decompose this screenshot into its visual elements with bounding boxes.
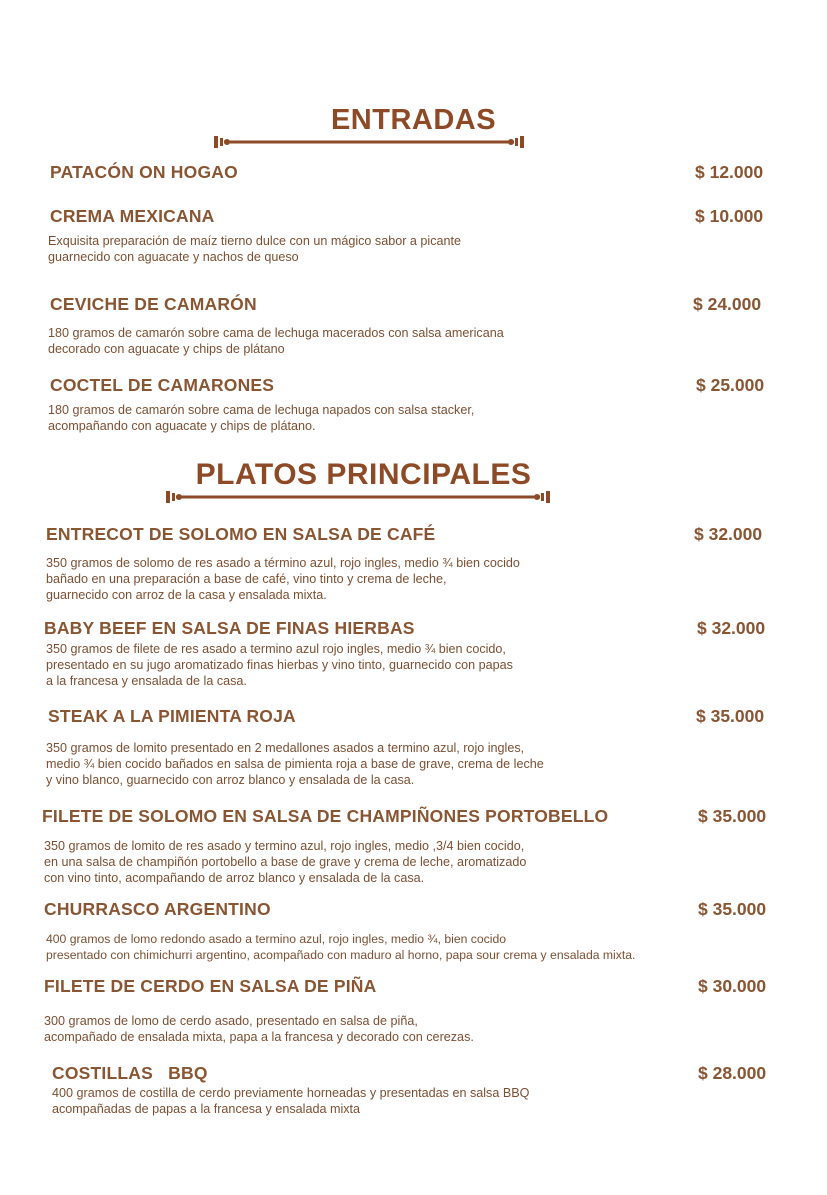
item-description: Exquisita preparación de maíz tierno dulce con un mágico sabor a picante guarnecido con aguacate y nachos de queso: [48, 234, 462, 264]
item-description: 180 gramos de camarón sobre cama de lechuga macerados con salsa americana decorado con aguacate y chips de plátano: [48, 326, 504, 356]
item-price: $ 35.000: [698, 806, 767, 826]
item-name: CEVICHE DE CAMARÓN: [50, 294, 257, 314]
item-name: COCTEL DE CAMARONES: [50, 375, 275, 395]
item-description: 400 gramos de costilla de cerdo previamente horneadas y presentadas en salsa BBQ acompañadas de papas a la francesa y ensalada mixta: [52, 1086, 530, 1116]
item-price: $ 10.000: [695, 206, 764, 226]
item-price: $ 35.000: [696, 706, 765, 726]
item-name: STEAK A LA PIMIENTA ROJA: [48, 706, 296, 726]
item-price: $ 35.000: [698, 899, 767, 919]
item-name: FILETE DE CERDO EN SALSA DE PIÑA: [44, 976, 377, 996]
item-price: $ 25.000: [696, 375, 765, 395]
item-description: 350 gramos de lomito de res asado y termino azul, rojo ingles, medio ,3/4 bien cocido, en una salsa de champiñón portobello a base de grave y crema de leche, aromatizado con vino tinto, acompañando de arroz blanco y ensalada de la casa.: [44, 839, 527, 885]
item-price: $ 28.000: [698, 1063, 767, 1083]
section-title-platos-principales: PLATOS PRINCIPALES: [195, 458, 532, 491]
ornament-divider: [162, 487, 554, 507]
ornament-divider: [210, 132, 528, 152]
item-description: 180 gramos de camarón sobre cama de lechuga napados con salsa stacker, acompañando con aguacate y chips de plátano.: [48, 403, 475, 433]
item-price: $ 32.000: [697, 618, 766, 638]
item-price: $ 30.000: [698, 976, 767, 996]
item-name: CHURRASCO ARGENTINO: [44, 899, 271, 919]
item-price: $ 24.000: [693, 294, 762, 314]
item-description: 350 gramos de filete de res asado a termino azul rojo ingles, medio ¾ bien cocido, presentado en su jugo aromatizado finas hierbas y vino tinto, guarnecido con papas a la francesa y ensalada de la casa.: [46, 642, 513, 688]
item-price: $ 32.000: [694, 524, 763, 544]
section-title-entradas: ENTRADAS: [330, 104, 497, 136]
item-name: COSTILLAS BBQ: [52, 1063, 208, 1083]
item-price: $ 12.000: [695, 162, 764, 182]
item-description: 400 gramos de lomo redondo asado a termino azul, rojo ingles, medio ¾, bien cocido presentado con chimichurri argentino, acompañado con maduro al horno, papa sour crema y ensalada mixta.: [46, 932, 636, 962]
item-description: 350 gramos de solomo de res asado a término azul, rojo ingles, medio ¾ bien cocido bañado en una preparación a base de café, vino tinto y crema de leche, guarnecido con arroz de la casa y ensalada mixta.: [46, 556, 520, 602]
item-name: ENTRECOT DE SOLOMO EN SALSA DE CAFÉ: [46, 524, 436, 544]
item-name: BABY BEEF EN SALSA DE FINAS HIERBAS: [44, 618, 415, 638]
item-name: PATACÓN ON HOGAO: [50, 162, 238, 182]
item-name: CREMA MEXICANA: [50, 206, 215, 226]
item-name: FILETE DE SOLOMO EN SALSA DE CHAMPIÑONES PORTOBELLO: [42, 806, 609, 826]
item-description: 300 gramos de lomo de cerdo asado, presentado en salsa de piña, acompañado de ensalada mixta, papa a la francesa y decorado con cerezas.: [44, 1014, 474, 1044]
item-description: 350 gramos de lomito presentado en 2 medallones asados a termino azul, rojo ingles, medio ¾ bien cocido bañados en salsa de pimienta roja a base de grave, crema de leche y vino blanco, guarnecido con arroz blanco y ensalada de la casa.: [46, 741, 544, 787]
